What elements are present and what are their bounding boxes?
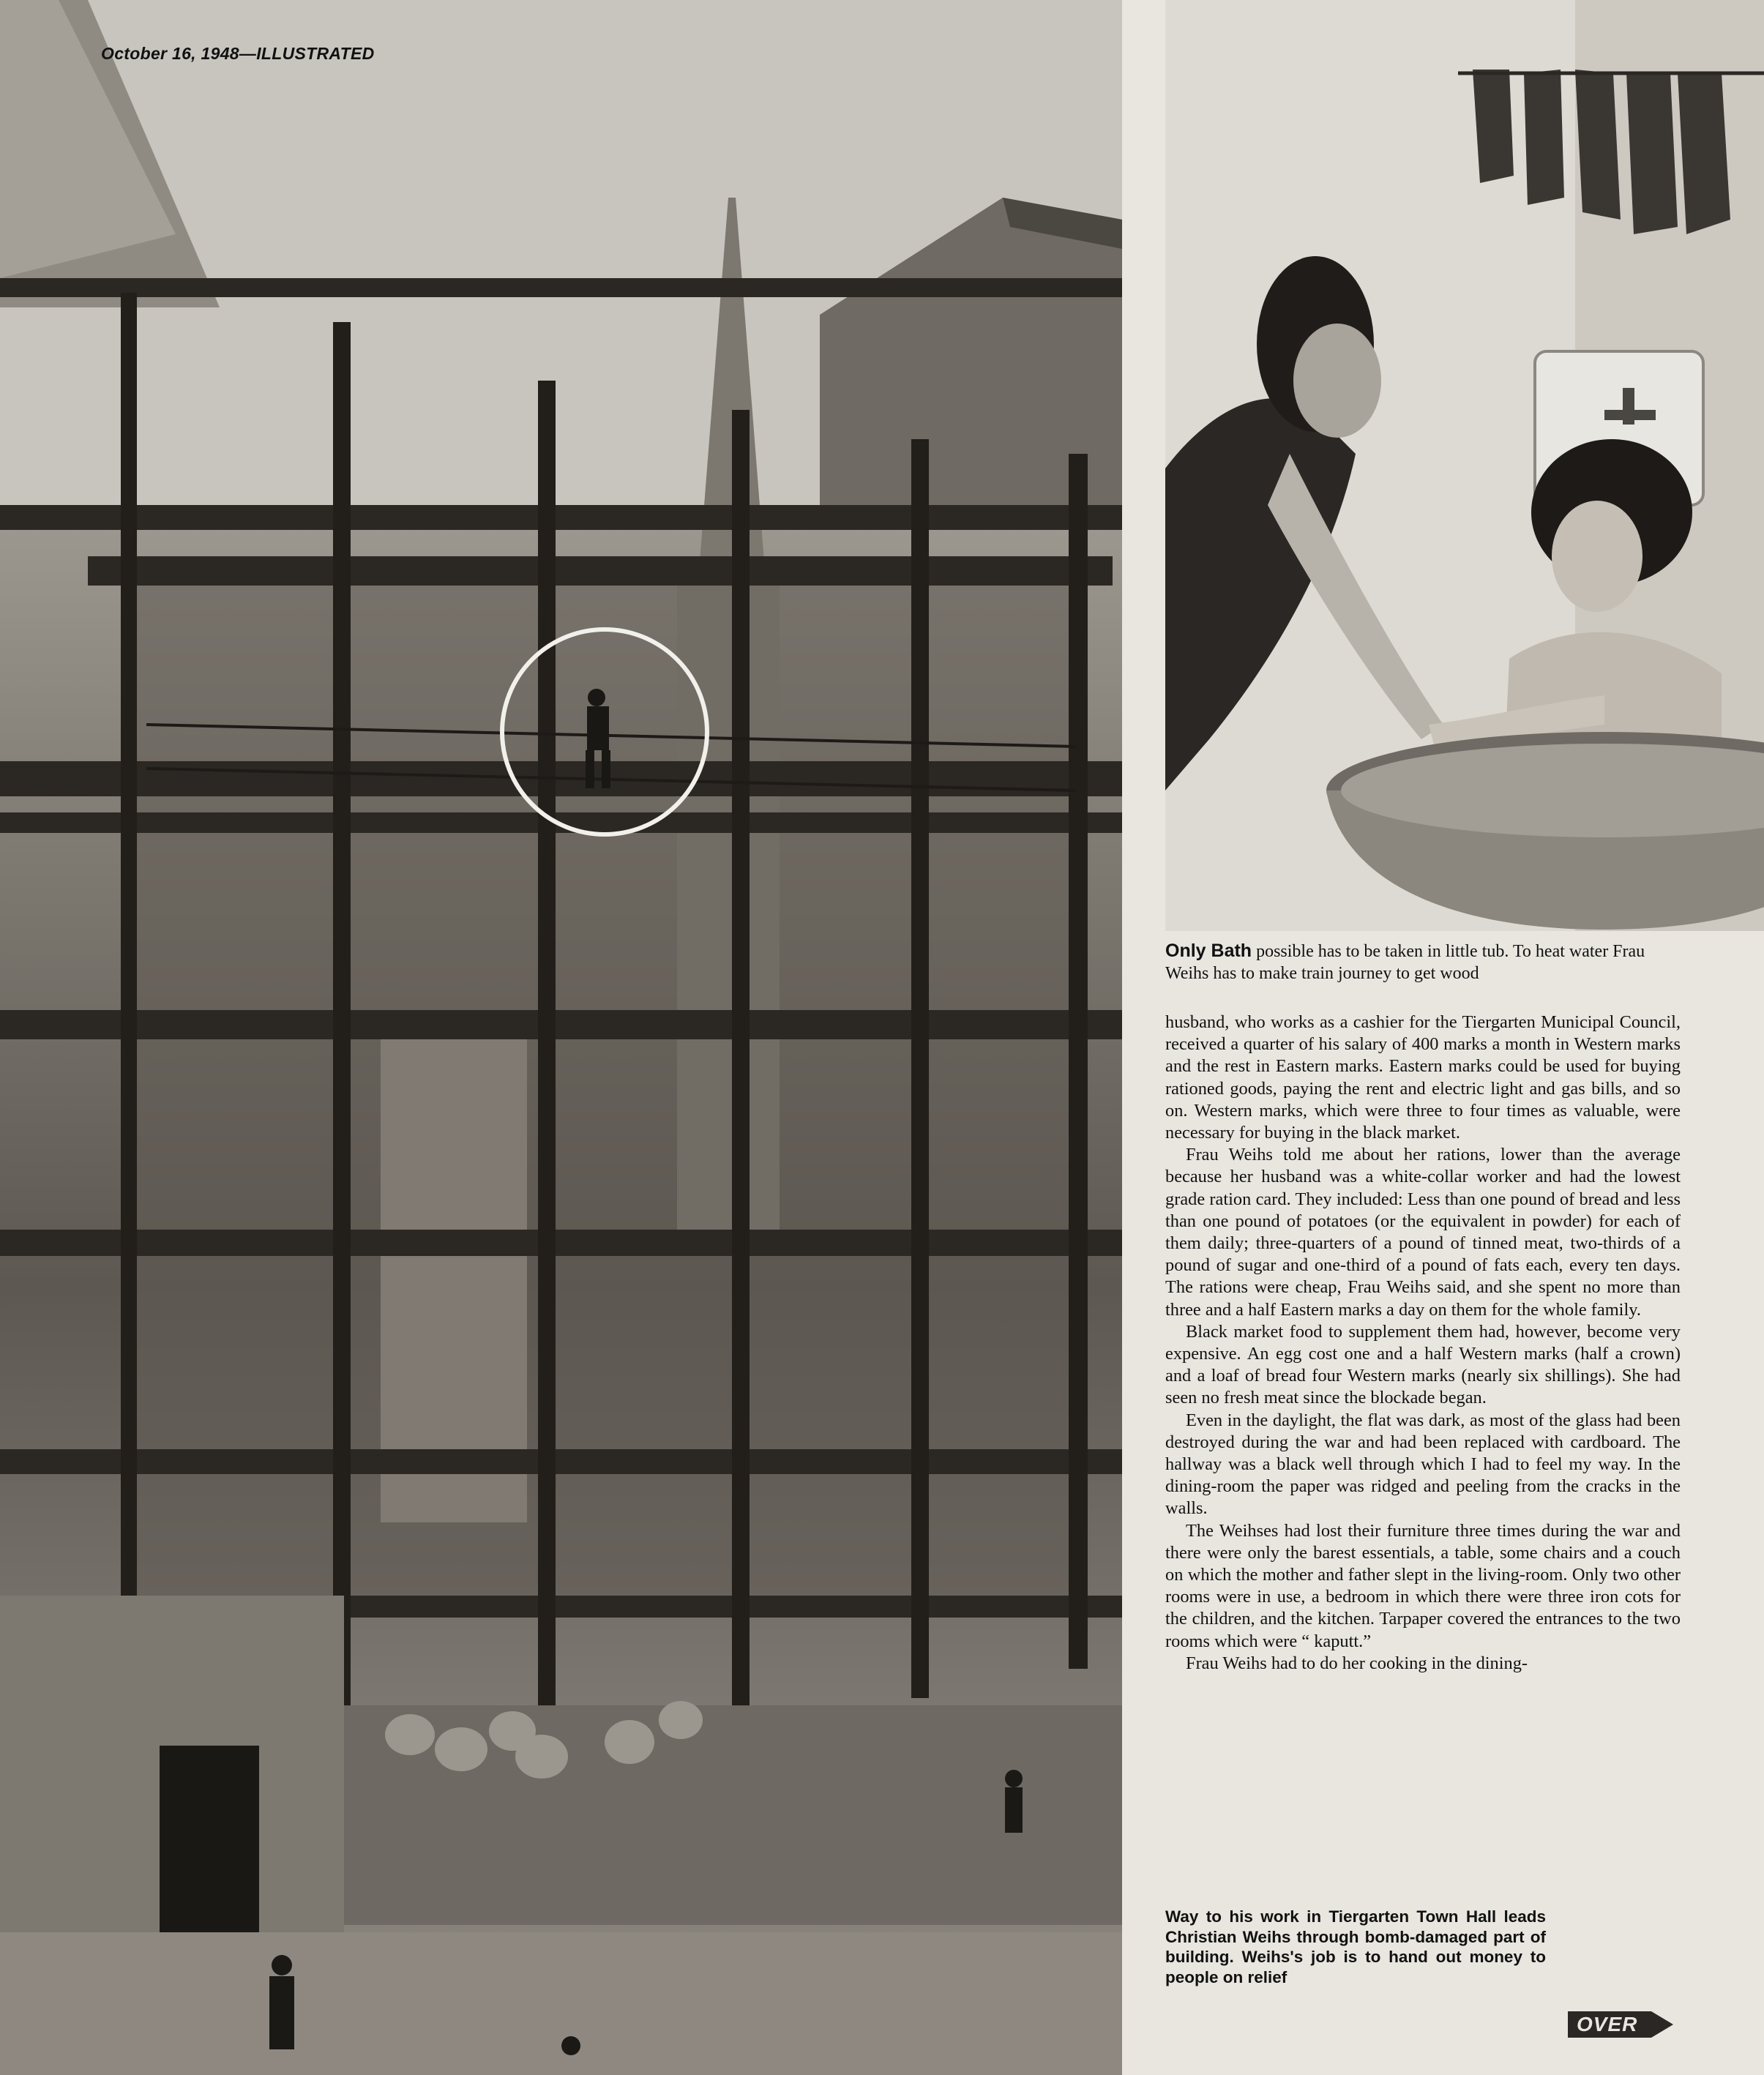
issue-date-header: October 16, 1948—ILLUSTRATED	[101, 44, 375, 63]
caption-lead: Only Bath	[1165, 941, 1252, 961]
article-paragraph: Even in the daylight, the flat was dark, as most of the glass had been destroyed during the war and had been replaced with cardboard. The hallway was a black well through which I had to feel my way. In the dining-room the paper was ridged and peeling from the cracks in the walls.	[1165, 1410, 1681, 1519]
article-paragraph: The Weihses had lost their furniture three times during the war and there were only the barest essentials, a table, some chairs and a couch on which the mother and father slept in the living-room. Only two other rooms were in use, a bedroom in which there were three iron cots for the children, and the kitchen. Tarpaper covered the entrances to the two rooms which were “ kaputt.”	[1165, 1520, 1681, 1651]
article-paragraph: Black market food to supplement them had, however, become very expensive. An egg cost one and a half Western marks (half a crown) and a loaf of bread four Western marks (nearly six shillings). She had seen no fresh meat since the blockade began.	[1165, 1321, 1681, 1408]
building-photo-caption: Way to his work in Tiergarten Town Hall leads Christian Weihs through bomb-damaged part of building. Weihs's job is to hand out money to people on relief	[1165, 1907, 1546, 1986]
article-paragraph: Frau Weihs had to do her cooking in the dining-	[1186, 1653, 1528, 1673]
article-paragraph: Frau Weihs told me about her rations, lower than the average because her husband was a white-collar worker and had the lowest grade ration card. They included: Less than one pound of bread and less than one pound of potatoes (or the equivalent in powder) for each of them daily; three-quarters of a pound of tinned meat, two-thirds of a pound of sugar and one-third of a pound of fats each, every ten days. The rations were cheap, Frau Weihs said, and she spent no more than three and a half Eastern marks a day on them for the whole family.	[1165, 1145, 1681, 1320]
over-label: OVER	[1577, 2013, 1638, 2035]
caption-text: possible has to be taken in little tub. To heat water Frau Weihs has to make train journey to get wood	[1165, 942, 1645, 983]
bath-tub-photo	[1165, 0, 1764, 931]
article-paragraph: husband, who works as a cashier for the Tiergarten Municipal Council, received a quarter of his salary of 400 marks a month in Western marks and the rest in Eastern marks. Eastern marks could be used for buying rationed goods, paying the rent and electric light and gas bills, and so on. Western marks, which were three to four times as valuable, were necessary for buying in the black market.	[1165, 1012, 1681, 1143]
article-body	[1165, 1012, 1681, 1675]
over-button[interactable]	[1566, 2008, 1675, 2041]
bath-photo-caption	[1165, 940, 1648, 984]
bath-illustration	[1165, 0, 1764, 931]
